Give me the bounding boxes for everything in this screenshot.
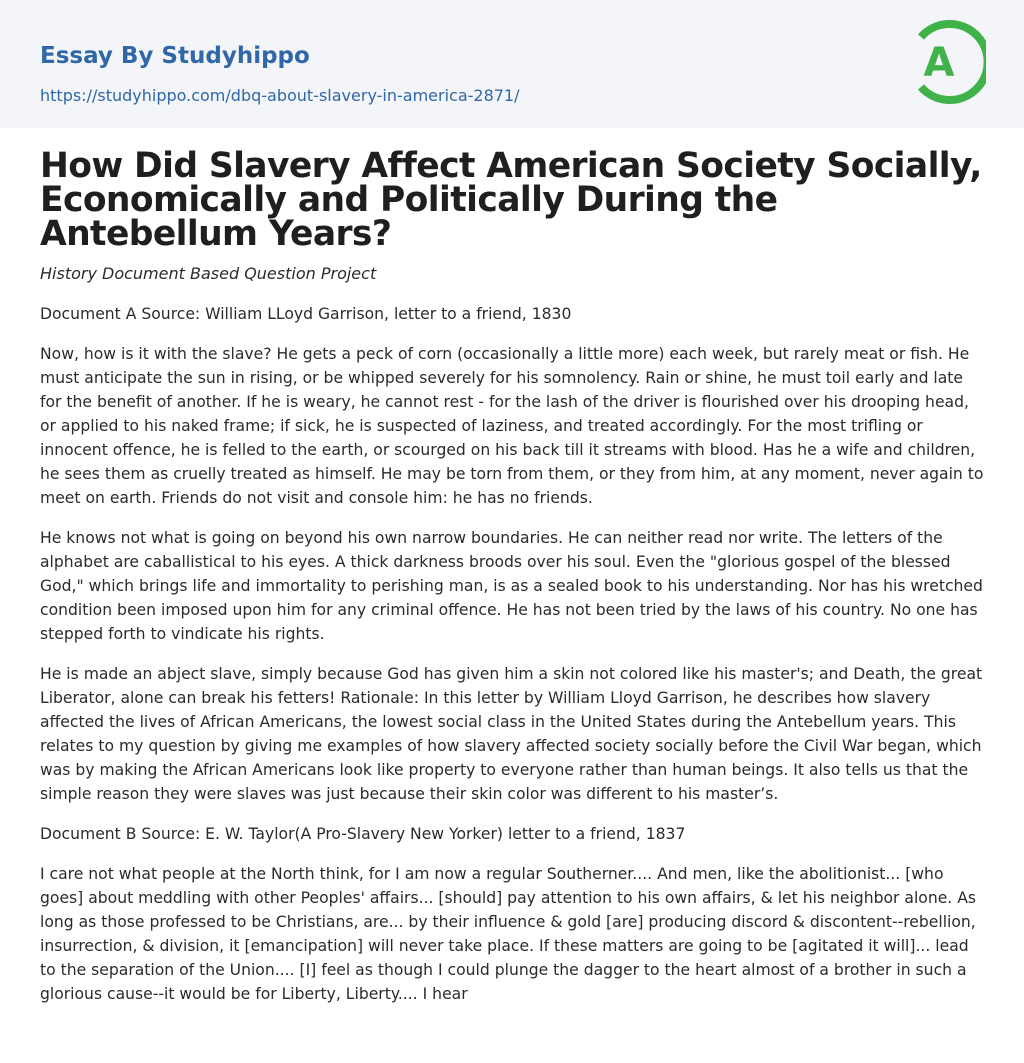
page-title: How Did Slavery Affect American Society Socially, Economically and Politically During the Antebellum Years? bbox=[40, 146, 982, 254]
paragraph-text: He is made an abject slave, simply because God has given him a skin not colored like his master's; and Death, the great Liberator, alone can break his fetters! Rationale: In this letter by William Lloyd Garrison, he describes how slavery affected the lives of African Americans, the lowest social class in the United States during the Antebellum years. This relates to my question by giving me examples of how slavery affected society socially before the Civil War began, which was by making the African Americans look like property to everyone rather than human beings. It also tells us that the simple reason they were slaves was just because their skin color was different to his master’s. bbox=[40, 665, 983, 803]
article-body bbox=[0, 128, 1024, 1006]
studyhippo-logo-icon[interactable] bbox=[912, 19, 986, 105]
brand-title[interactable]: Essay By Studyhippo bbox=[40, 43, 310, 69]
page-subtitle: History Document Based Question Project bbox=[40, 264, 377, 283]
logo-letter: A bbox=[923, 40, 955, 86]
document-a-source: Document A Source: William LLoyd Garrison, letter to a friend, 1830 bbox=[40, 305, 572, 323]
paragraph-text: Now, how is it with the slave? He gets a peck of corn (occasionally a little more) each week, but rarely meat or fish. He must anticipate the sun in rising, or be whipped severely for his somnolency. Rain or shine, he must toil early and late for the benefit of another. If he is weary, he cannot rest - for the lash of the driver is flourished over his drooping head, or applied to his naked frame; if sick, he is suspected of laziness, and treated accordingly. For the most trifling or innocent offence, he is felled to the earth, or scourged on his back till it streams with blood. Has he a wife and children, he sees them as cruelly treated as himself. He may be torn from them, or they from him, at any moment, never again to meet on earth. Friends do not visit and console him: he has no friends. bbox=[40, 345, 984, 507]
site-header bbox=[0, 0, 1024, 128]
source-url-link[interactable]: https://studyhippo.com/dbq-about-slavery-in-america-2871/ bbox=[40, 86, 520, 105]
document-b-source: Document B Source: E. W. Taylor(A Pro-Slavery New Yorker) letter to a friend, 1837 bbox=[40, 825, 686, 843]
paragraph-text: I care not what people at the North think, for I am now a regular Southerner.... And men, like the abolitionist... [who goes] about meddling with other Peoples' affairs... [should] pay attention to his own affairs, & let his neighbor alone. As long as those professed to be Christians, are... by their influence & gold [are] producing discord & discontent--rebellion, insurrection, & division, it [emancipation] will never take place. If these matters are going to be [agitated it will]... lead to the separation of the Union.... [I] feel as though I could plunge the dagger to the heart almost of a brother in such a glorious cause--it would be for Liberty, Liberty.... I hear bbox=[40, 865, 977, 1003]
paragraph-text: He knows not what is going on beyond his own narrow boundaries. He can neither read nor write. The letters of the alphabet are caballistical to his eyes. A thick darkness broods over his soul. Even the "glorious gospel of the blessed God," which brings life and immortality to perishing man, is as a sealed book to his understanding. Nor has his wretched condition been imposed upon him for any criminal offence. He has not been tried by the laws of his country. No one has stepped forth to vindicate his rights. bbox=[40, 529, 983, 643]
